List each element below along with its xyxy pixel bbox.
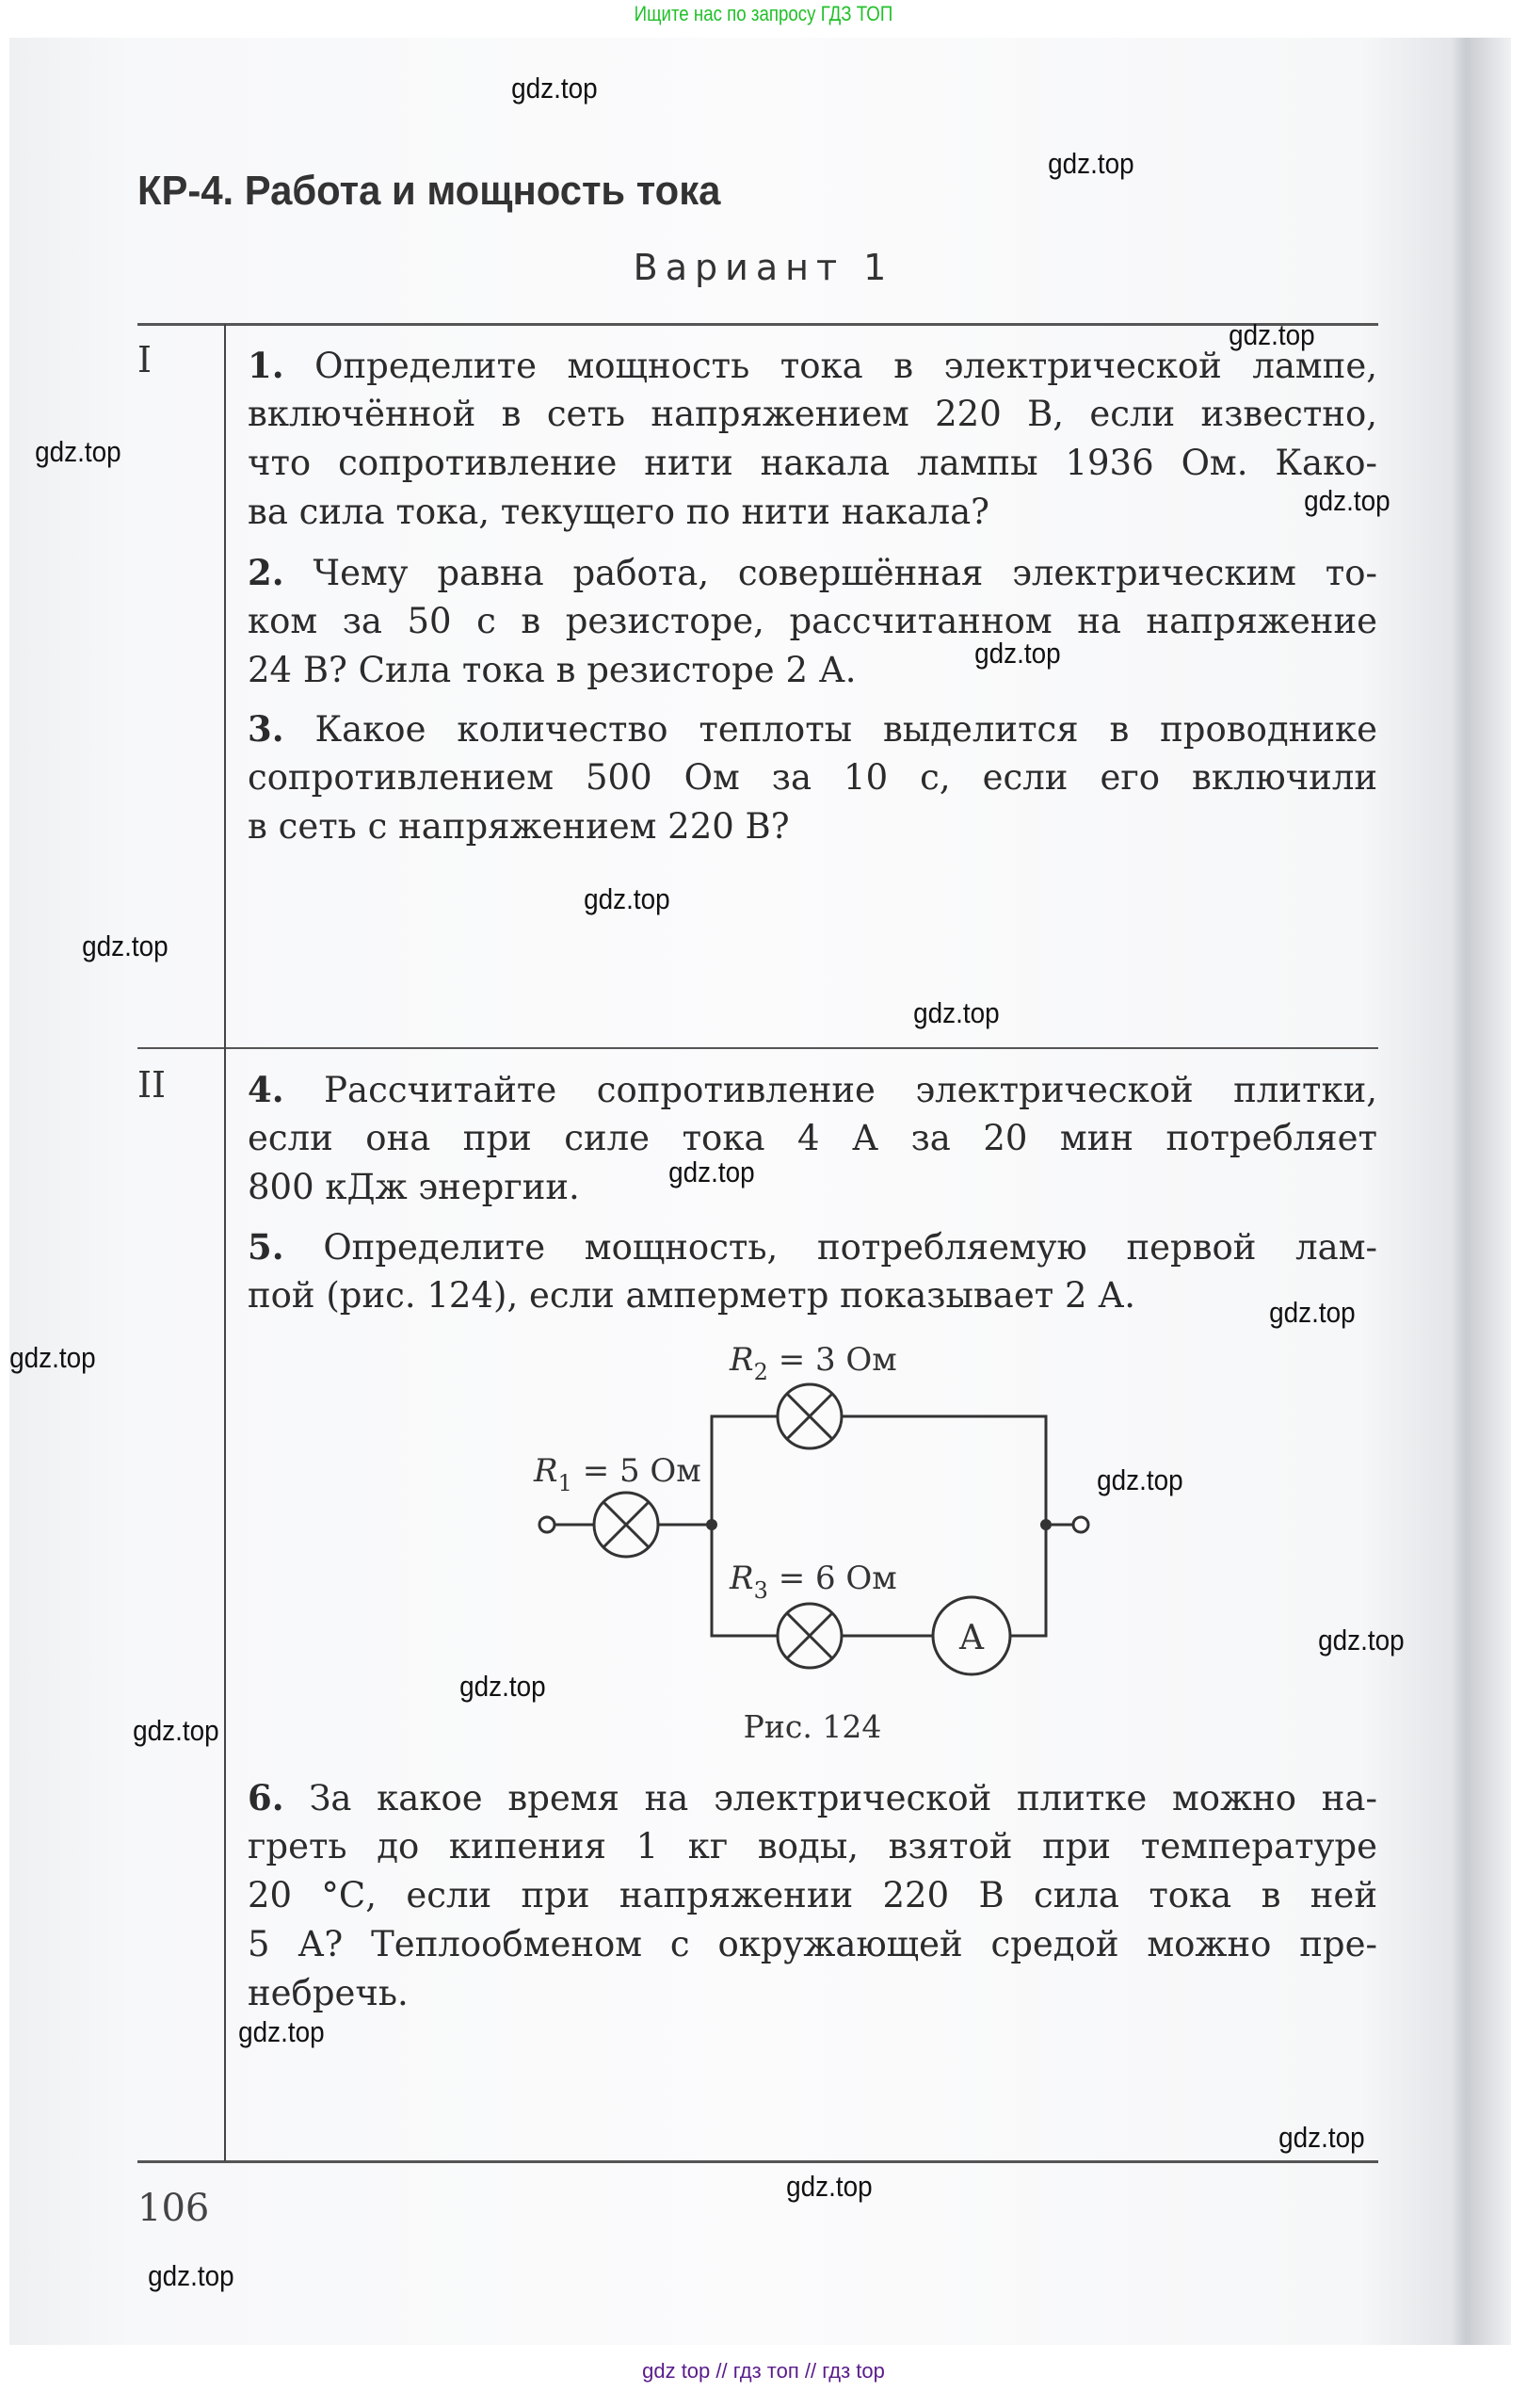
watermark: gdz.top [9, 1341, 96, 1374]
question-line: ва сила тока, текущего по нити накала? [248, 492, 990, 532]
watermark: gdz.top [913, 996, 1000, 1029]
question-line: в сеть с напряжением 220 В? [248, 806, 790, 847]
page-title: КР-4. Работа и мощность тока [137, 168, 721, 214]
section-level-2: II [137, 1064, 167, 1106]
question-line: 5 А? Теплообменом с окружающей средой можно пре- [248, 1924, 1377, 1964]
junction-left [706, 1519, 717, 1530]
watermark: gdz.top [1048, 147, 1134, 180]
lamp-r2-icon [778, 1384, 842, 1448]
question-line: если она при силе тока 4 А за 20 мин потребляет [248, 1118, 1377, 1158]
question-text: Чему равна работа, совершённая электрическим то- [283, 553, 1377, 593]
question-number: 5. [248, 1226, 284, 1268]
watermark: gdz.top [1278, 2121, 1365, 2154]
question-number: 6. [248, 1777, 284, 1818]
question-text: Определите мощность тока в электрической лампе, [283, 346, 1377, 386]
question-line: 20 °С, если при напряжении 220 В сила тока в ней [248, 1875, 1377, 1915]
question-text: Какое количество теплоты выделится в проводнике [283, 709, 1377, 750]
watermark: gdz.top [668, 1156, 755, 1188]
question-number: 3. [248, 708, 284, 750]
watermark: gdz.top [1229, 318, 1315, 351]
question-line: ком за 50 с в резисторе, рассчитанном на напряжение [248, 601, 1377, 641]
lamp-r1-icon [594, 1493, 658, 1557]
terminal-left [539, 1517, 555, 1532]
watermark: gdz.top [786, 2170, 873, 2203]
question-text: За какое время на электрической плитке можно на- [283, 1778, 1377, 1818]
footer-links: gdz top // гдз топ // гдз top [642, 2359, 885, 2383]
wire [842, 1416, 1046, 1636]
watermark: gdz.top [133, 1714, 219, 1747]
watermark: gdz.top [974, 637, 1061, 670]
question-line: включённой в сеть напряжением 220 В, если известно, [248, 394, 1377, 434]
watermark: gdz.top [1269, 1296, 1356, 1329]
question-line: 24 В? Сила тока в резисторе 2 А. [248, 650, 857, 690]
page-number: 106 [137, 2187, 210, 2230]
question-line: небречь. [248, 1973, 409, 2013]
question-line: что сопротивление нити накала лампы 1936 Ом. Како- [248, 443, 1377, 483]
junction-right [1040, 1519, 1052, 1530]
r2-label: $R_2 = 3$ Ом [730, 1341, 897, 1385]
search-banner: Ищите нас по запросу ГДЗ ТОП [634, 2, 893, 25]
question-number: 4. [248, 1069, 284, 1110]
watermark: gdz.top [511, 72, 598, 105]
section-level-1: I [137, 339, 153, 380]
r1-label: $R_1 = 5$ Ом [534, 1452, 701, 1496]
watermark: gdz.top [584, 882, 670, 915]
watermark: gdz.top [1304, 484, 1390, 517]
question-line: греть до кипения 1 кг воды, взятой при температуре [248, 1826, 1377, 1867]
question-number: 2. [248, 552, 284, 593]
question-number: 1. [248, 345, 284, 386]
watermark: gdz.top [148, 2259, 234, 2292]
question-line: сопротивлением 500 Ом за 10 с, если его включили [248, 757, 1377, 798]
figure-caption: Рис. 124 [743, 1708, 882, 1745]
watermark: gdz.top [1097, 1463, 1183, 1496]
question-line: 800 кДж энергии. [248, 1167, 580, 1207]
watermark: gdz.top [238, 2015, 325, 2048]
watermark: gdz.top [459, 1670, 546, 1703]
ammeter-label: A [959, 1619, 984, 1657]
watermark: gdz.top [35, 435, 121, 468]
lamp-r3-icon [778, 1604, 842, 1668]
terminal-right [1073, 1517, 1088, 1532]
watermark: gdz.top [82, 929, 169, 962]
question-text: Определите мощность, потребляемую первой лам- [283, 1227, 1377, 1268]
r3-label: $R_3 = 6$ Ом [730, 1560, 897, 1604]
question-line: пой (рис. 124), если амперметр показывает 2 А. [248, 1275, 1136, 1316]
variant-heading: Вариант 1 [633, 247, 894, 288]
question-text: Рассчитайте сопротивление электрической плитки, [283, 1070, 1377, 1110]
watermark: gdz.top [1318, 1624, 1405, 1657]
